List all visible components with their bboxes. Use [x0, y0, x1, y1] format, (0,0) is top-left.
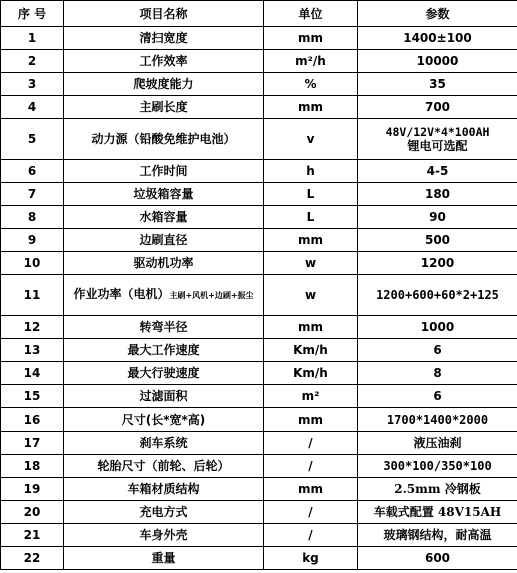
row-unit: Km/h [264, 362, 358, 385]
row-unit: / [264, 454, 358, 477]
row-no: 1 [1, 27, 64, 50]
row-name: 车箱材质结构 [64, 477, 264, 500]
row-name: 车身外壳 [64, 523, 264, 546]
row-name: 动力源（铅酸免维护电池） [64, 119, 264, 160]
row-no: 8 [1, 206, 64, 229]
row-no: 5 [1, 119, 64, 160]
row-name: 重量 [64, 546, 264, 569]
header-row [1, 1, 517, 27]
row-name: 过滤面积 [64, 385, 264, 408]
row-param: 300*100/350*100 [358, 454, 517, 477]
row-name: 工作时间 [64, 160, 264, 183]
row-name: 工作效率 [64, 50, 264, 73]
table-row [1, 206, 517, 229]
row-param: 1200 [358, 252, 517, 275]
table-row [1, 96, 517, 119]
table-row [1, 431, 517, 454]
row-no: 20 [1, 500, 64, 523]
row-param: 48V/12V*4*100AH [385, 125, 490, 140]
header-name: 项目名称 [64, 1, 264, 27]
row-name: 最大工作速度 [64, 339, 264, 362]
table-row [1, 454, 517, 477]
row-name: 驱动机功率 [64, 252, 264, 275]
row-param: 玻璃钢结构，耐高温 [358, 523, 517, 546]
row-unit: w [264, 275, 358, 316]
row-param: 10000 [358, 50, 517, 73]
table-row [1, 50, 517, 73]
row-no: 10 [1, 252, 64, 275]
row-unit: v [264, 119, 358, 160]
row-param-cell [358, 119, 517, 160]
row-unit: L [264, 183, 358, 206]
row-no: 12 [1, 316, 64, 339]
row-name: 最大行驶速度 [64, 362, 264, 385]
table-row [1, 229, 517, 252]
row-no: 4 [1, 96, 64, 119]
table-row [1, 275, 517, 316]
table-row [1, 119, 517, 160]
row-param: 4-5 [358, 160, 517, 183]
row-param-note: 锂电可选配 [407, 139, 468, 154]
table-row [1, 385, 517, 408]
row-param: 700 [358, 96, 517, 119]
row-unit: / [264, 523, 358, 546]
row-param: 6 [358, 385, 517, 408]
row-no: 16 [1, 408, 64, 431]
table-row [1, 408, 517, 431]
row-unit: mm [264, 477, 358, 500]
row-no: 14 [1, 362, 64, 385]
table-row [1, 500, 517, 523]
row-unit: Km/h [264, 339, 358, 362]
row-name-note: 主刷+风机+边刷+振尘 [169, 291, 254, 301]
row-no: 6 [1, 160, 64, 183]
table-row [1, 339, 517, 362]
row-name: 刹车系统 [64, 431, 264, 454]
row-name: 轮胎尺寸（前轮、后轮） [64, 454, 264, 477]
row-unit: mm [264, 96, 358, 119]
table-row [1, 27, 517, 50]
row-no: 2 [1, 50, 64, 73]
table-row [1, 73, 517, 96]
row-name: 水箱容量 [64, 206, 264, 229]
row-no: 21 [1, 523, 64, 546]
row-param: 1000 [358, 316, 517, 339]
row-param: 1700*1400*2000 [358, 408, 517, 431]
row-name: 作业功率（电机） [73, 287, 170, 302]
row-unit: / [264, 500, 358, 523]
row-no: 18 [1, 454, 64, 477]
table-row [1, 546, 517, 569]
row-unit: m² [264, 385, 358, 408]
row-no: 13 [1, 339, 64, 362]
row-name: 边刷直径 [64, 229, 264, 252]
row-name: 清扫宽度 [64, 27, 264, 50]
header-param: 参数 [358, 1, 517, 27]
row-unit: mm [264, 229, 358, 252]
row-param: 1200+600+60*2+125 [358, 275, 517, 316]
row-name: 主刷长度 [64, 96, 264, 119]
row-param: 6 [358, 339, 517, 362]
row-no: 22 [1, 546, 64, 569]
row-param: 600 [358, 546, 517, 569]
table-row [1, 160, 517, 183]
row-param: 液压油刹 [358, 431, 517, 454]
table-row [1, 477, 517, 500]
table-row [1, 362, 517, 385]
row-param: 90 [358, 206, 517, 229]
row-no: 17 [1, 431, 64, 454]
row-unit: L [264, 206, 358, 229]
row-param: 8 [358, 362, 517, 385]
row-param: 35 [358, 73, 517, 96]
row-no: 11 [1, 275, 64, 316]
row-no: 9 [1, 229, 64, 252]
row-name-cell [64, 275, 264, 316]
row-name: 充电方式 [64, 500, 264, 523]
table-row [1, 183, 517, 206]
row-unit: m²/h [264, 50, 358, 73]
row-name: 尺寸(长*宽*高) [64, 408, 264, 431]
table-row [1, 523, 517, 546]
row-unit: mm [264, 408, 358, 431]
row-param: 500 [358, 229, 517, 252]
row-unit: kg [264, 546, 358, 569]
row-param: 1400±100 [358, 27, 517, 50]
row-unit: w [264, 252, 358, 275]
row-unit: % [264, 73, 358, 96]
header-no: 序 号 [1, 1, 64, 27]
row-no: 7 [1, 183, 64, 206]
row-unit: h [264, 160, 358, 183]
row-no: 3 [1, 73, 64, 96]
header-unit: 单位 [264, 1, 358, 27]
row-no: 19 [1, 477, 64, 500]
row-name: 爬坡度能力 [64, 73, 264, 96]
row-unit: mm [264, 27, 358, 50]
row-unit: mm [264, 316, 358, 339]
row-param: 2.5mm 冷钢板 [358, 477, 517, 500]
table-row [1, 316, 517, 339]
row-name: 垃圾箱容量 [64, 183, 264, 206]
row-no: 15 [1, 385, 64, 408]
row-param: 车载式配置 48V15AH [358, 500, 517, 523]
table-row [1, 252, 517, 275]
row-unit: / [264, 431, 358, 454]
row-param: 180 [358, 183, 517, 206]
row-name: 转弯半径 [64, 316, 264, 339]
